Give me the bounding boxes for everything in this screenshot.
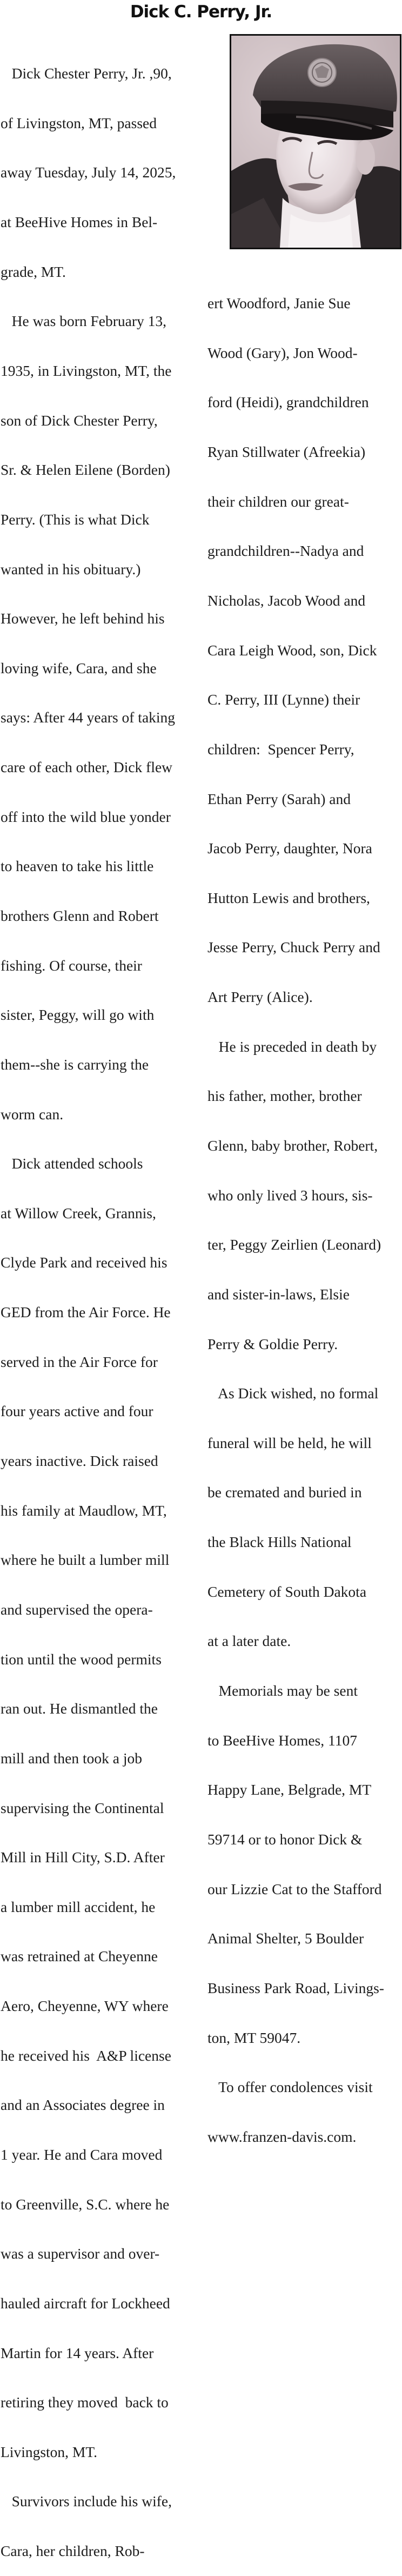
text-line: wanted in his obituary.) (1, 560, 141, 577)
text-line: Clyde Park and received his (1, 1254, 168, 1271)
text-line: Business Park Road, Livings- (207, 1979, 384, 1996)
text-line: loving wife, Cara, and she (1, 659, 157, 676)
text-line: and supervised the opera- (1, 1601, 153, 1618)
portrait-image (231, 36, 400, 248)
text-line: them--she is carrying the (1, 1055, 149, 1073)
text-line: Perry. (This is what Dick (1, 510, 150, 528)
text-line: hauled aircraft for Lockheed (1, 2294, 170, 2312)
text-line: He is preceded in death by (207, 1038, 377, 1055)
text-line: He was born February 13, (1, 313, 167, 330)
text-line: children: Spencer Perry, (207, 740, 354, 758)
text-line: Dick Chester Perry, Jr. ,90, (1, 65, 172, 82)
text-line: served in the Air Force for (1, 1353, 158, 1370)
text-line: Jesse Perry, Chuck Perry and (207, 939, 380, 956)
text-line: a lumber mill accident, he (1, 1898, 156, 1915)
text-line: and an Associates degree in (1, 2096, 165, 2114)
text-line: funeral will be held, he will (207, 1434, 372, 1451)
text-line: However, he left behind his (1, 610, 165, 627)
text-line: Survivors include his wife, (1, 2493, 172, 2510)
text-line: our Lizzie Cat to the Stafford (207, 1880, 382, 1897)
left-column-text (1, 32, 202, 2576)
text-line: Memorials may be sent (207, 1682, 358, 1699)
text-line: to BeeHive Homes, 1107 (207, 1731, 357, 1749)
text-line: Mill in Hill City, S.D. After (1, 1849, 165, 1866)
text-line: Jacob Perry, daughter, Nora (207, 840, 372, 857)
text-line: at Willow Creek, Grannis, (1, 1204, 156, 1221)
text-line: Art Perry (Alice). (207, 988, 313, 1006)
text-line: C. Perry, III (Lynne) their (207, 691, 360, 708)
text-line: was retrained at Cheyenne (1, 1948, 158, 1965)
text-line: GED from the Air Force. He (1, 1304, 171, 1321)
text-line: fishing. Of course, their (1, 957, 142, 974)
text-line: of Livingston, MT, passed (1, 114, 157, 131)
text-line: his family at Maudlow, MT, (1, 1502, 167, 1519)
text-line: Nicholas, Jacob Wood and (207, 592, 366, 609)
text-line: years inactive. Dick raised (1, 1452, 158, 1470)
text-line: to heaven to take his little (1, 858, 154, 875)
text-line: son of Dick Chester Perry, (1, 411, 158, 429)
text-line: and sister-in-laws, Elsie (207, 1285, 350, 1303)
text-line: he received his A&P license (1, 2047, 171, 2064)
text-line: sister, Peggy, will go with (1, 1006, 155, 1024)
text-line: Glenn, baby brother, Robert, (207, 1137, 378, 1154)
text-line: ford (Heidi), grandchildren (207, 394, 369, 411)
text-line: says: After 44 years of taking (1, 709, 176, 726)
text-line: supervising the Continental (1, 1799, 164, 1816)
text-line: at a later date. (207, 1632, 291, 1650)
text-line: As Dick wished, no formal (207, 1385, 379, 1402)
text-line: off into the wild blue yonder (1, 808, 171, 825)
text-line: at BeeHive Homes in Bel- (1, 214, 158, 231)
text-line: www.franzen-davis.com. (207, 2128, 357, 2145)
text-line: be cremated and buried in (207, 1484, 362, 1501)
text-line: their children our great- (207, 493, 349, 510)
text-line: Happy Lane, Belgrade, MT (207, 1781, 372, 1798)
text-line: brothers Glenn and Robert (1, 907, 159, 924)
text-line: Martin for 14 years. After (1, 2344, 154, 2361)
text-line: To offer condolences visit (207, 2079, 373, 2096)
text-line: retiring they moved back to (1, 2394, 169, 2411)
text-line: mill and then took a job (1, 1749, 142, 1767)
text-line: 1935, in Livingston, MT, the (1, 362, 172, 379)
text-line: grandchildren--Nadya and (207, 542, 364, 560)
text-line: where he built a lumber mill (1, 1551, 170, 1569)
text-line: tion until the wood permits (1, 1650, 162, 1668)
text-line: care of each other, Dick flew (1, 759, 173, 776)
text-line: 1 year. He and Cara moved (1, 2146, 163, 2163)
text-line: who only lived 3 hours, sis- (207, 1186, 373, 1204)
text-line: Hutton Lewis and brothers, (207, 889, 370, 906)
text-line: 59714 or to honor Dick & (207, 1830, 363, 1848)
portrait-photo (230, 34, 401, 249)
text-line: Cara Leigh Wood, son, Dick (207, 641, 377, 659)
text-line: Ethan Perry (Sarah) and (207, 790, 351, 807)
text-line: Sr. & Helen Eilene (Borden) (1, 461, 170, 479)
text-line: to Greenville, S.C. where he (1, 2195, 170, 2213)
text-line: Aero, Cheyenne, WY where (1, 1997, 169, 2015)
text-line: the Black Hills National (207, 1533, 352, 1551)
text-line: Animal Shelter, 5 Boulder (207, 1930, 364, 1947)
text-line: ert Woodford, Janie Sue (207, 295, 351, 312)
text-line: Cara, her children, Rob- (1, 2542, 145, 2560)
text-line: ter, Peggy Zeirlien (Leonard) (207, 1236, 381, 1253)
text-line: worm can. (1, 1105, 64, 1123)
text-line: Cemetery of South Dakota (207, 1583, 367, 1600)
text-line: Livingston, MT. (1, 2443, 98, 2460)
text-line: ran out. He dismantled the (1, 1700, 158, 1717)
text-line: four years active and four (1, 1403, 153, 1420)
text-line: was a supervisor and over- (1, 2245, 160, 2262)
text-line: away Tuesday, July 14, 2025, (1, 164, 176, 181)
text-line: grade, MT. (1, 263, 66, 280)
text-line: Perry & Goldie Perry. (207, 1335, 338, 1352)
text-line: Wood (Gary), Jon Wood- (207, 344, 358, 361)
obituary-headline: Dick C. Perry, Jr. (130, 2, 272, 22)
right-column-text (207, 262, 402, 2162)
text-line: ton, MT 59047. (207, 2029, 301, 2046)
text-line: his father, mother, brother (207, 1087, 362, 1105)
text-line: Dick attended schools (1, 1155, 143, 1172)
text-line: Ryan Stillwater (Afreekia) (207, 443, 366, 461)
